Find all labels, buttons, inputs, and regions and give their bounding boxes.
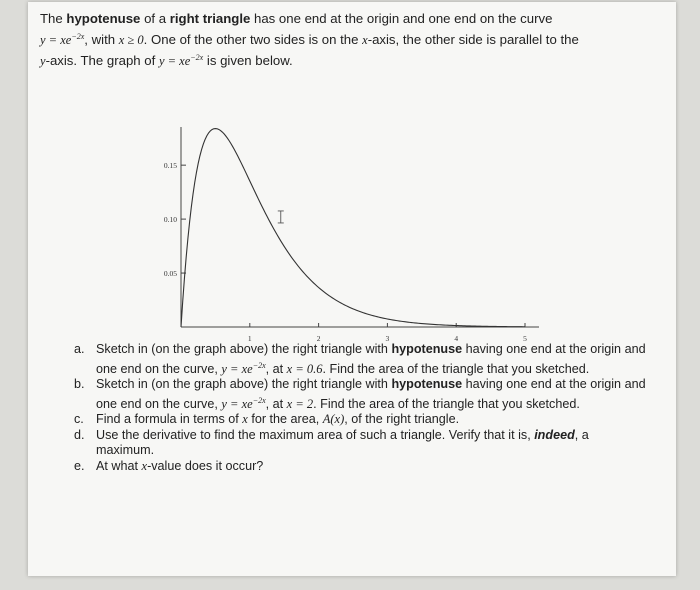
question-label: d. <box>74 427 85 442</box>
question-text: . Find the area of the triangle that you sketched. <box>313 396 580 411</box>
equation-exponent: −2x <box>252 395 266 405</box>
question-e <box>68 459 648 475</box>
question-variable: x <box>141 458 148 473</box>
x-tick-label: 2 <box>316 334 321 342</box>
function-graph <box>28 2 676 342</box>
question-b <box>68 377 648 412</box>
question-text: , of the right triangle. <box>344 412 460 427</box>
y-tick-label: 0.05 <box>163 269 177 279</box>
intro-text: -axis, the other side is parallel to the <box>367 31 579 47</box>
equation-exponent: −2x <box>252 360 266 370</box>
worksheet-page <box>28 2 676 576</box>
question-condition: x = 0.6 <box>286 361 323 376</box>
question-text: Sketch in (on the graph above) the right triangle with <box>96 342 392 356</box>
domain-condition: x ≥ 0 <box>118 32 144 47</box>
intro-text: The <box>40 11 67 26</box>
question-text: for the area, <box>247 412 323 427</box>
question-variable: x <box>242 412 248 427</box>
question-text: , a maximum. <box>96 427 589 458</box>
question-c <box>68 412 648 428</box>
question-equation <box>221 397 265 411</box>
intro-text: -axis. The graph of <box>45 53 159 69</box>
area-function: A(x) <box>322 412 345 427</box>
x-tick-label: 5 <box>523 334 527 342</box>
question-equation <box>221 362 265 376</box>
y-tick-label: 0.15 <box>163 161 177 171</box>
equation-exponent: −2x <box>71 31 85 41</box>
question-text: -value does it occur? <box>147 458 264 473</box>
equation-exponent: −2x <box>190 53 204 63</box>
question-text: , at <box>265 396 287 411</box>
y-variable: y <box>40 54 46 69</box>
curve-line <box>181 129 525 327</box>
question-text: Sketch in (on the graph above) the right triangle with <box>96 377 392 392</box>
question-d <box>68 428 648 459</box>
question-bold: hypotenuse <box>391 342 463 356</box>
question-emphasis: indeed <box>534 427 575 442</box>
intro-text: of a <box>140 11 170 26</box>
question-list <box>68 342 648 474</box>
y-tick-label: 0.10 <box>163 215 177 225</box>
question-text: having one end at the origin and one end on the curve, <box>96 377 646 411</box>
x-tick-label: 3 <box>385 334 390 342</box>
x-tick-label: 4 <box>454 334 459 342</box>
question-text: At what <box>96 458 142 473</box>
intro-bold-right-triangle: right triangle <box>169 11 251 26</box>
question-a <box>68 342 648 377</box>
question-text: Find a formula in terms of <box>96 412 243 427</box>
x-variable: x <box>362 32 368 47</box>
equation-text: y = xe <box>221 361 253 376</box>
equation-text: y = xe <box>158 54 191 69</box>
equation-text: y = xe <box>221 396 253 411</box>
question-text: Use the derivative to find the maximum area of such a triangle. Verify that it is, <box>96 427 535 442</box>
intro-text: . One of the other two sides is on the <box>143 31 363 47</box>
intro-bold-hypotenuse: hypotenuse <box>66 11 141 26</box>
question-bold: hypotenuse <box>391 377 463 392</box>
question-condition: x = 2 <box>286 396 314 411</box>
equation-text: y = xe <box>40 32 72 47</box>
question-label: c. <box>74 412 84 427</box>
intro-text: is given below. <box>203 53 293 69</box>
intro-text: , with <box>84 31 119 47</box>
question-label: e. <box>74 458 85 473</box>
intro-text: has one end at the origin and one end on the curve <box>250 11 553 26</box>
x-tick-label: 1 <box>247 334 252 342</box>
question-text: . Find the area of the triangle that you sketched. <box>322 361 590 376</box>
question-label: a. <box>74 342 85 356</box>
question-text: , at <box>265 361 287 376</box>
question-text: having one end at the origin and one end on the curve, <box>96 342 646 376</box>
question-label: b. <box>74 377 85 392</box>
